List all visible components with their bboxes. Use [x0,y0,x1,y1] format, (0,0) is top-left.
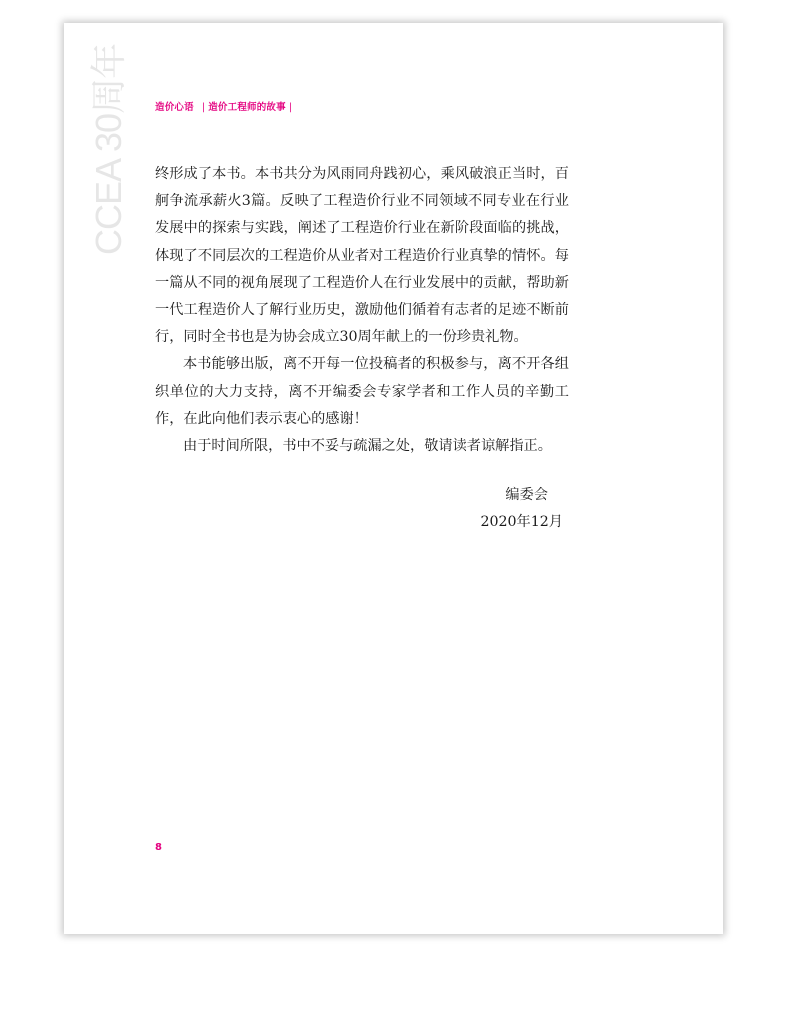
series-title: 造价心语 [155,102,194,113]
signature-organization: 编委会 [505,487,548,503]
header-end-separator: | [288,102,293,113]
header-separator: | [201,102,206,113]
book-title: 造价工程师的故事 [208,102,286,113]
paragraph-apology: 由于时间所限，书中不妥与疏漏之处，敬请读者谅解指正。 [183,438,552,455]
paragraph-acknowledgement: 本书能够出版，离不开每一位投稿者的积极参与，离不开各组织单位的大力支持，离不开编委会专家学者和工作人员的辛勤工作，在此向他们表示衷心的感谢！ [155,356,569,427]
running-header [155,99,292,113]
main-text [155,161,569,460]
page-number: 8 [155,842,162,853]
book-page [64,23,723,934]
paragraph-continued: 终形成了本书。本书共分为风雨同舟践初心，乘风破浪正当时，百舸争流承薪火3篇。反映了工程造价行业不同领域不同专业在行业发展中的探索与实践，阐述了工程造价行业在新阶段面临的挑战，体现了不同层次的工程造价从业者对工程造价行业真挚的情怀。每一篇从不同的视角展现了工程造价人在行业发展中的贡献，帮助新一代工程造价人了解行业历史，激励他们循着有志者的足迹不断前行，同时全书也是为协会成立30周年献上的一份珍贵礼物。 [155,166,569,346]
ccea-anniversary-watermark: CCEA 30周年 [88,43,129,255]
signature-date: 2020年12月 [480,514,563,530]
